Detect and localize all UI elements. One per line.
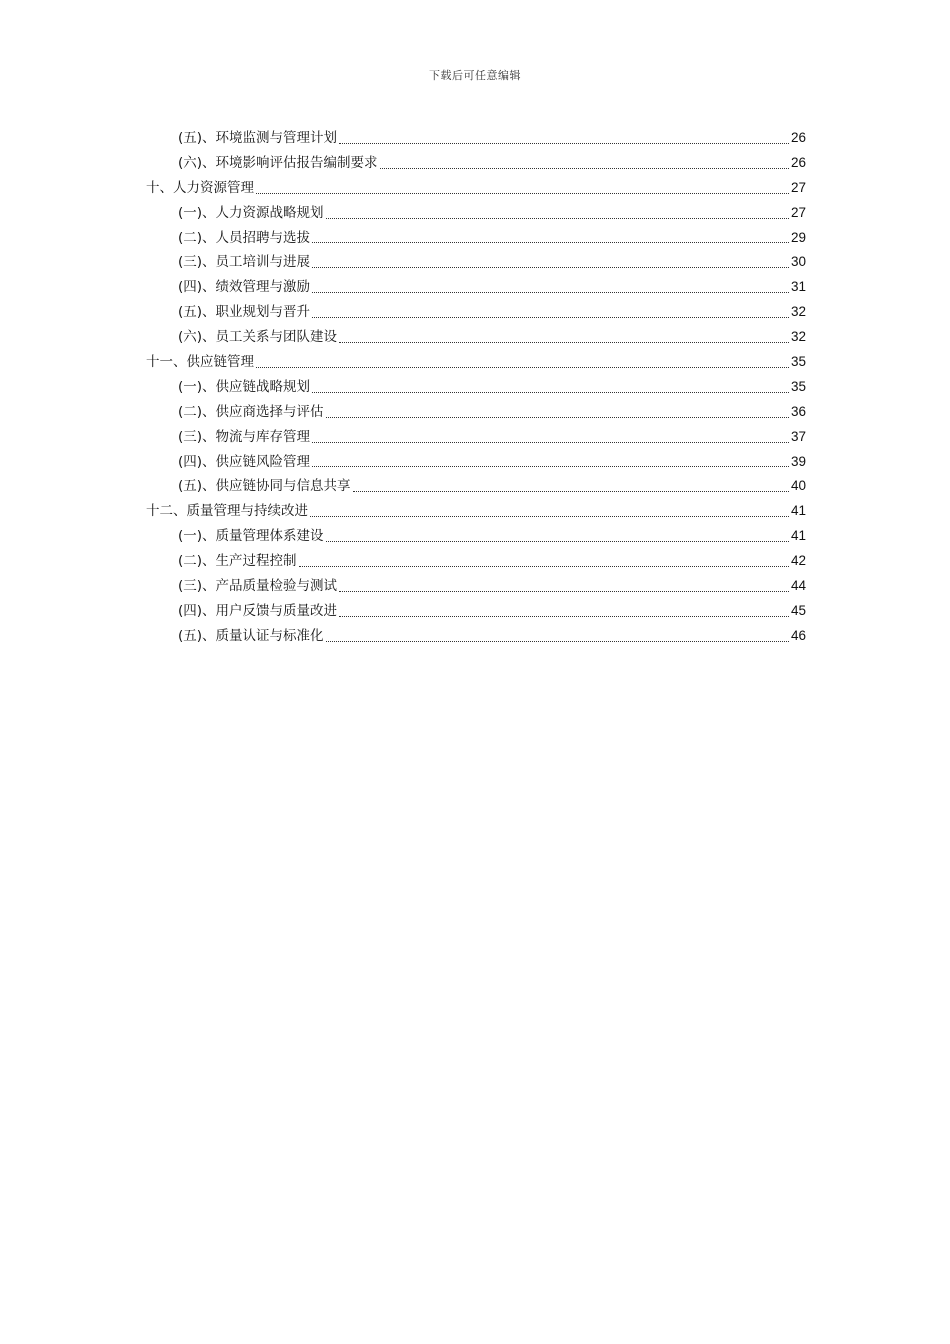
toc-dot-leader (312, 242, 789, 243)
toc-dot-leader (312, 442, 789, 443)
toc-entry-title: (四)、供应链风险管理 (178, 453, 311, 470)
toc-section-entry[interactable] (146, 375, 806, 400)
toc-entry-title: (四)、绩效管理与激励 (178, 279, 311, 296)
toc-dot-leader (326, 218, 789, 219)
toc-dot-leader (312, 317, 789, 318)
toc-page-number: 32 (790, 304, 806, 320)
toc-dot-leader (312, 292, 789, 293)
toc-section-entry[interactable] (146, 425, 806, 450)
toc-entry-title: 十、人力资源管理 (146, 179, 254, 196)
toc-page-number: 29 (790, 229, 806, 245)
toc-section-entry[interactable] (146, 226, 806, 251)
toc-entry-title: (一)、供应链战略规划 (178, 378, 311, 395)
toc-dot-leader (326, 417, 789, 418)
toc-section-entry[interactable] (146, 250, 806, 275)
toc-entry-title: (一)、人力资源战略规划 (178, 204, 324, 221)
toc-page-number: 44 (790, 578, 806, 594)
toc-page-number: 32 (790, 329, 806, 345)
toc-section-entry[interactable] (146, 201, 806, 226)
toc-section-entry[interactable] (146, 325, 806, 350)
toc-entry-title: 十二、质量管理与持续改进 (146, 503, 308, 520)
toc-dot-leader (353, 491, 789, 492)
toc-page-number: 39 (790, 453, 806, 469)
toc-section-entry[interactable] (146, 549, 806, 574)
toc-dot-leader (339, 616, 789, 617)
toc-page-number: 36 (790, 403, 806, 419)
toc-page-number: 27 (790, 179, 806, 195)
toc-entry-title: (二)、人员招聘与选拔 (178, 229, 311, 246)
toc-entry-title: (六)、环境影响评估报告编制要求 (178, 154, 378, 171)
toc-dot-leader (339, 143, 789, 144)
toc-entry-title: (五)、质量认证与标准化 (178, 627, 324, 644)
toc-section-entry[interactable] (146, 450, 806, 475)
toc-section-entry[interactable] (146, 151, 806, 176)
toc-entry-title: (五)、供应链协同与信息共享 (178, 478, 351, 495)
toc-entry-title: (二)、供应商选择与评估 (178, 403, 324, 420)
toc-dot-leader (339, 342, 789, 343)
toc-page-number: 30 (790, 254, 806, 270)
table-of-contents (146, 126, 806, 649)
toc-section-entry[interactable] (146, 126, 806, 151)
toc-section-entry[interactable] (146, 400, 806, 425)
toc-section-entry[interactable] (146, 624, 806, 649)
toc-entry-title: 十一、供应链管理 (146, 354, 254, 370)
page-header: 下载后可任意编辑 (429, 69, 521, 82)
toc-section-entry[interactable] (146, 524, 806, 549)
toc-entry-title: (三)、员工培训与进展 (178, 254, 311, 271)
toc-entry-title: (四)、用户反馈与质量改进 (178, 602, 338, 619)
toc-chapter-entry[interactable] (146, 350, 806, 375)
toc-page-number: 41 (790, 503, 806, 519)
toc-entry-title: (六)、员工关系与团队建设 (178, 329, 338, 346)
toc-section-entry[interactable] (146, 275, 806, 300)
toc-page-number: 41 (790, 528, 806, 544)
toc-dot-leader (299, 566, 789, 567)
toc-page-number: 31 (790, 279, 806, 295)
toc-dot-leader (380, 168, 789, 169)
toc-section-entry[interactable] (146, 474, 806, 499)
toc-page-number: 40 (790, 478, 806, 494)
toc-page-number: 27 (790, 204, 806, 220)
toc-entry-title: (五)、职业规划与晋升 (178, 304, 311, 321)
toc-section-entry[interactable] (146, 574, 806, 599)
toc-entry-title: (三)、物流与库存管理 (178, 428, 311, 445)
toc-entry-title: (三)、产品质量检验与测试 (178, 578, 338, 595)
toc-dot-leader (312, 466, 789, 467)
toc-page-number: 35 (790, 378, 806, 394)
toc-dot-leader (256, 367, 789, 368)
toc-section-entry[interactable] (146, 599, 806, 624)
toc-dot-leader (256, 193, 789, 194)
toc-page-number: 26 (790, 154, 806, 170)
toc-page-number: 45 (790, 602, 806, 618)
toc-chapter-entry[interactable] (146, 176, 806, 201)
toc-dot-leader (312, 392, 789, 393)
toc-entry-title: (五)、环境监测与管理计划 (178, 129, 338, 146)
toc-dot-leader (310, 516, 789, 517)
toc-entry-title: (一)、质量管理体系建设 (178, 528, 324, 545)
toc-entry-title: (二)、生产过程控制 (178, 553, 297, 570)
toc-page-number: 35 (790, 354, 806, 369)
toc-page-number: 46 (790, 627, 806, 643)
toc-page-number: 37 (790, 428, 806, 444)
toc-page-number: 42 (790, 553, 806, 569)
toc-page-number: 26 (790, 129, 806, 145)
toc-dot-leader (326, 641, 789, 642)
toc-dot-leader (326, 541, 789, 542)
toc-chapter-entry[interactable] (146, 499, 806, 524)
toc-section-entry[interactable] (146, 300, 806, 325)
toc-dot-leader (312, 267, 789, 268)
toc-dot-leader (339, 591, 789, 592)
